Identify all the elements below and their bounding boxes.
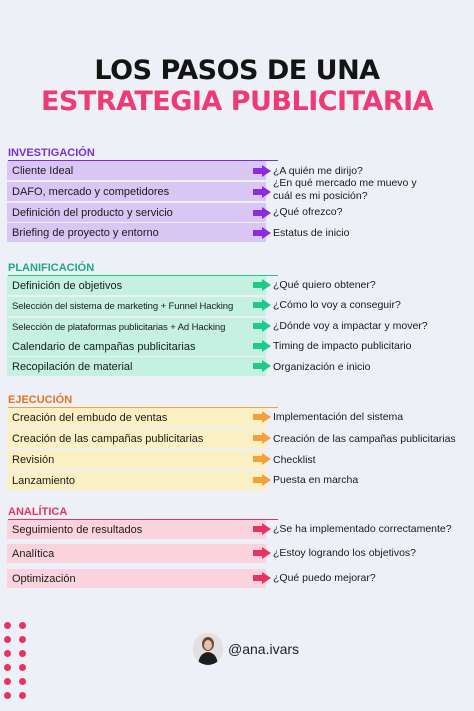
arrow-right-icon [253, 523, 271, 535]
step-answer: ¿Estoy logrando los objetivos? [273, 547, 416, 559]
step-row: Revisión [7, 450, 266, 469]
step-answer: Creación de las campañas publicitarias [273, 433, 456, 445]
step-answer: Checklist [273, 454, 316, 466]
arrow-right-icon [253, 279, 271, 291]
step-answer: Estatus de inicio [273, 227, 350, 239]
title-line-1: LOS PASOS DE UNA [94, 55, 380, 86]
step-row: Definición del producto y servicio [7, 203, 266, 222]
step-row: Selección del sistema de marketing + Funnel Hacking [7, 297, 266, 316]
arrow-right-icon [253, 186, 271, 198]
arrow-right-icon [253, 453, 271, 465]
step-row: Creación del embudo de ventas [7, 408, 266, 427]
step-answer: ¿Se ha implementado correctamente? [273, 523, 452, 535]
step-answer: ¿Cómo lo voy a conseguir? [273, 299, 401, 311]
arrow-right-icon [253, 320, 271, 332]
arrow-right-icon [253, 165, 271, 177]
step-answer: Implementación del sistema [273, 411, 404, 423]
step-row: Cliente Ideal [7, 161, 266, 180]
step-answer: ¿Dónde voy a impactar y mover? [273, 320, 428, 332]
step-answer: Timing de impacto publicitario [273, 340, 412, 352]
step-answer: Organización e inicio [273, 361, 371, 373]
arrow-right-icon [253, 340, 271, 352]
step-row: Calendario de campañas publicitarias [7, 337, 266, 356]
step-row: Optimización [7, 569, 266, 588]
step-row: Selección de plataformas publicitarias + Ad Hacking [7, 318, 266, 337]
avatar [193, 633, 223, 665]
section-heading-investigacion: INVESTIGACIÓN [8, 147, 95, 159]
step-answer-line-2: cuál es mi posición? [273, 190, 368, 202]
arrow-right-icon [253, 411, 271, 423]
step-row: Seguimiento de resultados [7, 520, 266, 539]
step-row: Creación de las campañas publicitarias [7, 429, 266, 448]
section-heading-analitica: ANALÍTICA [8, 506, 68, 518]
step-row: DAFO, mercado y competidores [7, 182, 266, 201]
step-answer: ¿Qué quiero obtener? [273, 279, 376, 291]
decorative-dots [4, 622, 28, 702]
title-line-2: ESTRATEGIA PUBLICITARIA [40, 86, 434, 117]
step-row: Briefing de proyecto y entorno [7, 223, 266, 242]
step-answer: Puesta en marcha [273, 474, 359, 486]
step-answer: ¿En qué mercado me muevo y [273, 177, 417, 189]
step-row: Definición de objetivos [7, 276, 266, 295]
arrow-right-icon [253, 227, 271, 239]
step-answer: ¿A quién me dirijo? [273, 165, 363, 177]
arrow-right-icon [253, 474, 271, 486]
step-row: Analítica [7, 544, 266, 563]
step-answer: ¿Qué puedo mejorar? [273, 572, 376, 584]
arrow-right-icon [253, 207, 271, 219]
arrow-right-icon [253, 432, 271, 444]
author-handle: @ana.ivars [228, 641, 300, 657]
step-answer: ¿Qué ofrezco? [273, 206, 343, 218]
arrow-right-icon [253, 299, 271, 311]
section-heading-ejecucion: EJECUCIÓN [8, 394, 73, 406]
section-heading-planificacion: PLANIFICACIÓN [8, 262, 95, 274]
step-row: Recopilación de material [7, 357, 266, 376]
arrow-right-icon [253, 360, 271, 372]
step-row: Lanzamiento [7, 471, 266, 490]
arrow-right-icon [253, 572, 271, 584]
arrow-right-icon [253, 547, 271, 559]
